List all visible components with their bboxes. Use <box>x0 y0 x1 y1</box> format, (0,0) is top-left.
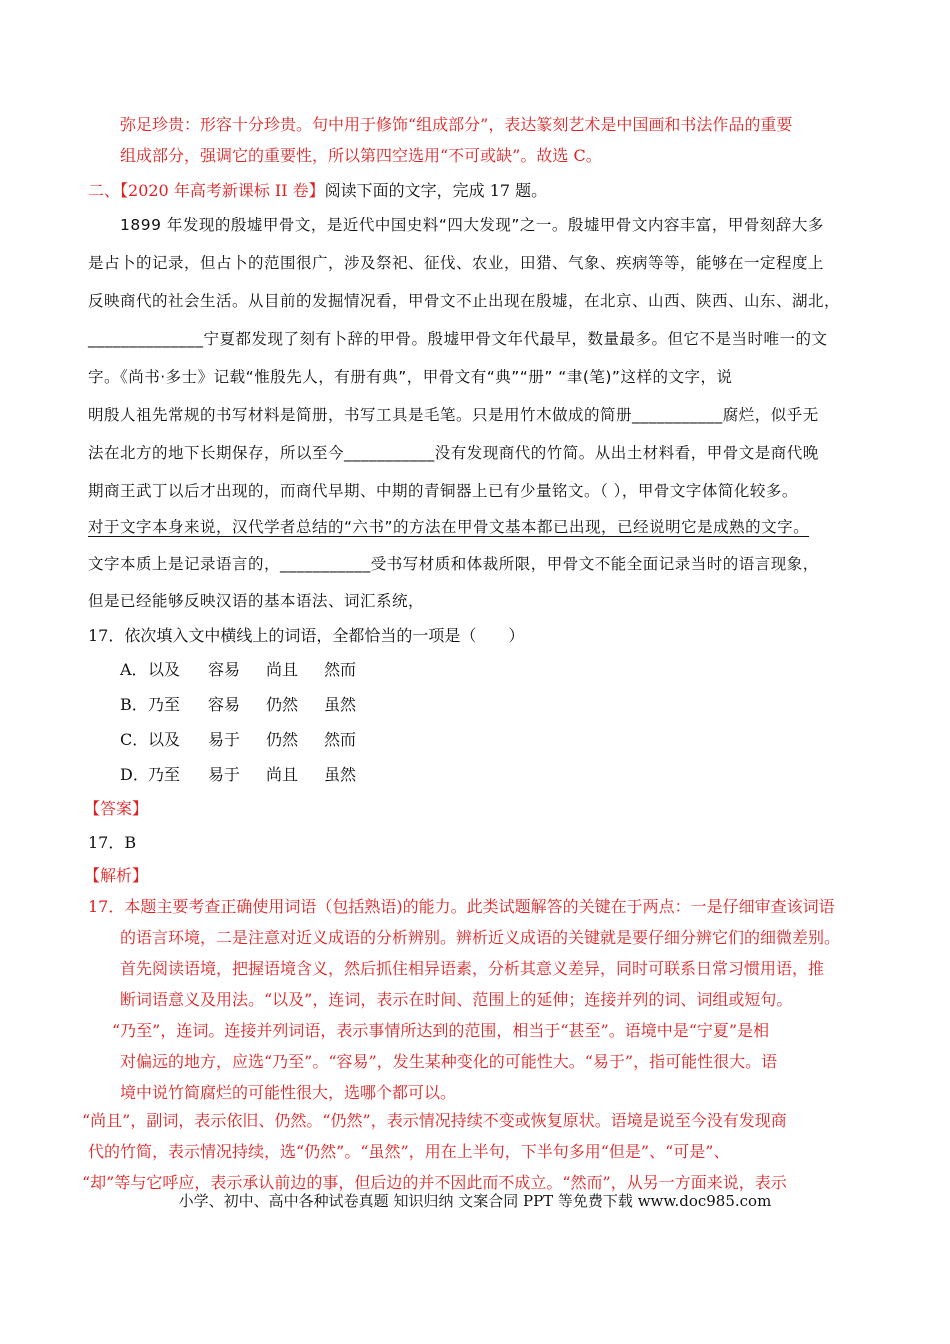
passage-line: 1899 年发现的殷墟甲骨文，是近代中国史料“四大发现”之一。殷墟甲骨文内容丰富，甲骨刻辞大多 <box>120 216 824 234</box>
option-word: 易于 <box>208 730 241 749</box>
analysis-line: 首先阅读语境，把握语境含义，然后抓住相异语素，分析其意义差异，同时可联系日常习惯用语，推 <box>120 959 825 978</box>
option-word: 尚且 <box>266 765 299 784</box>
section-prefix: 二、 <box>88 181 121 200</box>
answer-heading: 【答案】 <box>84 799 149 818</box>
section-heading <box>88 180 547 202</box>
analysis-line: 断词语意义及用法。“以及”，连词，表示在时间、范围上的延伸；连接并列的词、词组或短句。 <box>120 990 793 1009</box>
option-word: 虽然 <box>324 695 357 714</box>
option-letter: D． <box>120 765 149 784</box>
analysis-line: 17．本题主要考查正确使用词语（包括熟语)的能力。此类试题解答的关键在于两点：一是仔细审查该词语 <box>88 897 835 916</box>
option-word: 尚且 <box>266 660 299 679</box>
exam-source: 【2020 年高考新课标 II 卷】 <box>120 181 325 200</box>
option-c <box>120 729 356 751</box>
option-word: 易于 <box>208 765 241 784</box>
option-word: 虽然 <box>324 765 357 784</box>
option-letter: A． <box>120 660 148 679</box>
section-instruction: 阅读下面的文字，完成 17 题。 <box>324 181 548 200</box>
option-word: 仍然 <box>266 730 299 749</box>
explanation-line-1: 弥足珍贵：形容十分珍贵。句中用于修饰“组成部分”，表达篆刻艺术是中国画和书法作品的重要 <box>120 115 793 134</box>
option-letter: B． <box>120 695 148 714</box>
analysis-heading: 【解析】 <box>84 866 149 885</box>
answer-value: 17．B <box>88 833 137 852</box>
analysis-line: “乃至”，连词。连接并列词语，表示事情所达到的范围，相当于“甚至”。语境中是“宁夏”是相 <box>112 1021 770 1040</box>
option-word: 乃至 <box>148 695 181 714</box>
passage-line: ______________宁夏都发现了刻有卜辞的甲骨。殷墟甲骨文年代最早，数量最多。但它不是当时唯一的文 <box>88 330 828 348</box>
underlined-sentence: 对于文字本身来说，汉代学者总结的“六书”的方法在甲骨文基本都已出现，已经说明它是成熟的文字。 <box>88 518 810 536</box>
option-word: 然而 <box>324 660 357 679</box>
option-word: 容易 <box>208 660 241 679</box>
analysis-line: 代的竹简，表示情况持续，选“仍然”。“虽然”，用在上半句，下半句多用“但是”、“可是”、 <box>88 1142 730 1161</box>
explanation-line-2: 组成部分，强调它的重要性，所以第四空选用“不可或缺”。故选 C。 <box>120 146 602 165</box>
passage-line: 但是已经能够反映汉语的基本语法、词汇系统， <box>88 592 425 610</box>
passage-line: 期商王武丁以后才出现的，而商代早期、中期的青铜器上已有少量铭文。（ ），甲骨文字体简化较多。 <box>88 482 798 500</box>
option-word: 以及 <box>148 730 181 749</box>
option-a <box>120 659 356 681</box>
passage-line: 明殷人祖先常规的书写材料是简册，书写工具是毛笔。只是用竹木做成的简册___________腐烂，似乎无 <box>88 406 819 424</box>
passage-line: 法在北方的地下长期保存，所以至今___________没有发现商代的竹简。从出土材料看，甲骨文是商代晚 <box>88 444 819 462</box>
analysis-line: “却”等与它呼应，表示承认前边的事，但后边的并不因此而不成立。“然而”，从另一方面来说，表示 <box>82 1173 787 1192</box>
option-b <box>120 694 356 716</box>
option-d <box>120 764 356 786</box>
passage-line: 文字本质上是记录语言的，___________受书写材质和体裁所限，甲骨文不能全面记录当时的语言现象， <box>88 555 819 573</box>
question-stem: 17．依次填入文中横线上的词语，全都恰当的一项是（ ） <box>88 626 525 645</box>
analysis-line: 的语言环境，二是注意对近义成语的分析辨别。辨析近义成语的关键就是要仔细分辨它们的细微差别。 <box>120 928 841 947</box>
passage-line: 是占卜的记录，但占卜的范围很广，涉及祭祀、征伐、农业，田猎、气象、疾病等等，能够在一定程度上 <box>88 254 825 272</box>
option-letter: C． <box>120 730 149 749</box>
option-word: 以及 <box>148 660 181 679</box>
passage-line: 字。《尚书·多士》记载“惟殷先人，有册有典”，甲骨文有“典”“册” “聿(笔)”这样的文字，说 <box>88 368 733 386</box>
passage-line: 反映商代的社会生活。从目前的发掘情况看，甲骨文不止出现在殷墟，在北京、山西、陕西、山东、湖北， <box>88 292 841 310</box>
analysis-line: 对偏远的地方，应选“乃至”。“容易”，发生某种变化的可能性大。“易于”，指可能性很大。语 <box>120 1052 778 1071</box>
option-word: 乃至 <box>148 765 181 784</box>
option-word: 仍然 <box>266 695 299 714</box>
analysis-line: 境中说竹简腐烂的可能性很大，选哪个都可以。 <box>120 1083 457 1102</box>
option-word: 容易 <box>208 695 241 714</box>
analysis-line: “尚且”，副词，表示依旧、仍然。“仍然”，表示情况持续不变或恢复原状。语境是说至今没有发现商 <box>82 1111 787 1130</box>
option-word: 然而 <box>324 730 357 749</box>
page-footer: 小学、初中、高中各种试卷真题 知识归纳 文案合同 PPT 等免费下载 www.doc985.com <box>178 1192 772 1210</box>
